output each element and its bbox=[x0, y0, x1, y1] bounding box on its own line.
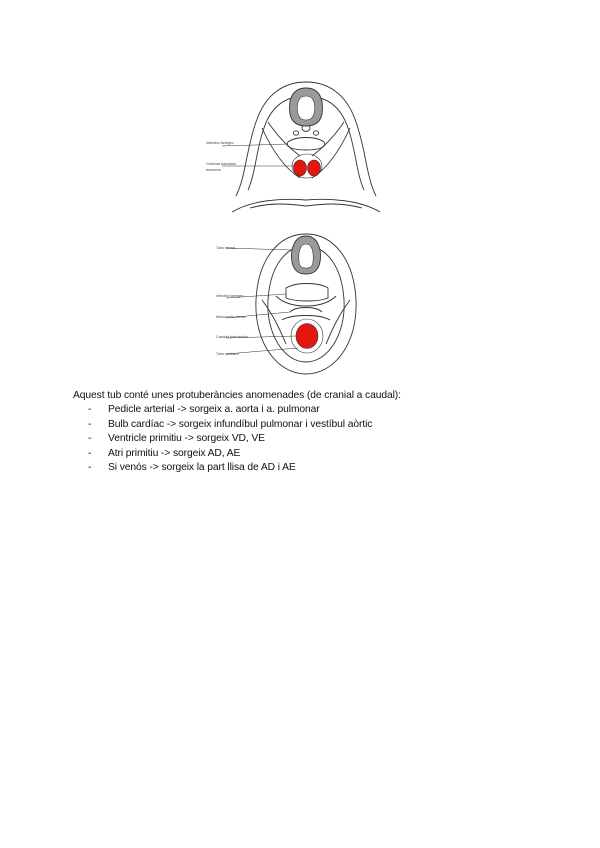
label-tubo-cardiaco: Tubo cardíaco bbox=[216, 352, 239, 356]
bullet-dash: - bbox=[88, 447, 92, 459]
label-bronceos: bronceos bbox=[206, 168, 221, 172]
list-item-text: Pedicle arterial -> sorgeix a. aorta i a. pulmonar bbox=[108, 404, 320, 415]
list-item-text: Atri primitiu -> sorgeix AD, AE bbox=[108, 447, 241, 459]
list-item bbox=[88, 403, 372, 418]
list-item bbox=[88, 418, 372, 433]
bullet-dash: - bbox=[88, 462, 92, 474]
embryo-cross-section-top bbox=[196, 76, 406, 216]
list-item-text: Si venós -> sorgeix la part llisa de AD i AE bbox=[108, 462, 296, 474]
cross-section-bottom-drawing bbox=[210, 228, 380, 380]
list-item-text: Bulb cardíac -> sorgeix infundíbul pulmonar i vestíbul aòrtic bbox=[108, 418, 373, 430]
bullet-dash: - bbox=[88, 433, 92, 445]
embryo-cross-section-bottom bbox=[210, 228, 380, 380]
list-item bbox=[88, 432, 372, 447]
label-intestino-faringeo: Intestino faringeo bbox=[206, 141, 234, 145]
intro-paragraph: Aquest tub conté unes protuberàncies anomenades (de cranial a caudal): bbox=[73, 390, 401, 401]
list-item-text: Ventricle primitiu -> sorgeix VD, VE bbox=[108, 433, 265, 445]
bullet-dash: - bbox=[88, 418, 92, 430]
label-intestino-faringeo-2: Intestino faringeo bbox=[216, 294, 244, 298]
label-cavidad-pericardica: Cavidad pericárdica bbox=[216, 335, 248, 339]
protuberance-list bbox=[88, 403, 372, 476]
label-mesocardio-dorsal: Mesocardio dorsal bbox=[216, 315, 246, 319]
cross-section-top-drawing bbox=[196, 76, 406, 216]
label-tubo-neural: Tubo neural bbox=[216, 246, 236, 250]
label-celomas-tubulares: Celomas tubulares bbox=[206, 162, 236, 166]
list-item bbox=[88, 461, 372, 476]
list-item bbox=[88, 447, 372, 462]
bullet-dash: - bbox=[88, 404, 92, 415]
